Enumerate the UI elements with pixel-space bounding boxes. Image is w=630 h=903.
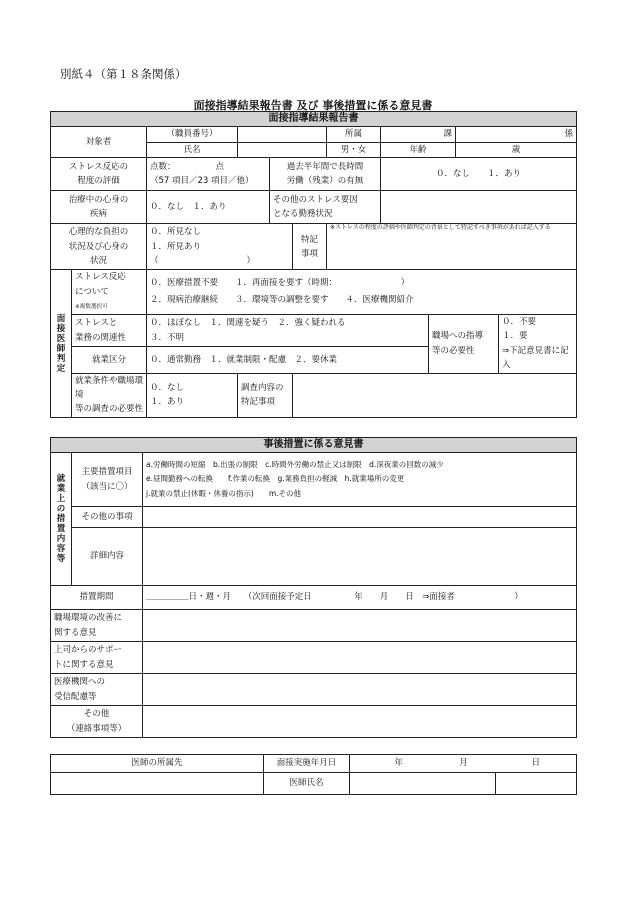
opinion-band: 事後措置に係る意見書	[51, 438, 577, 453]
doctor-name-label: 医師氏名	[264, 773, 350, 795]
other-items-field[interactable]	[143, 507, 577, 528]
report-band: 面接指導結果報告書	[51, 112, 577, 127]
survey-special-label: 調査内容の 特記事項	[238, 373, 293, 417]
stress-evaluation-label: ストレス反応の 程度の評価	[51, 158, 147, 191]
target-person-label: 対象者	[51, 127, 147, 158]
employment-category-label: 就業区分	[72, 347, 147, 373]
age-field[interactable]	[456, 143, 577, 158]
subsection-label: 係	[564, 129, 574, 140]
survey-need-options[interactable]: ０．なし １．あり	[147, 373, 238, 417]
employment-category-options[interactable]: ０．通常勤務 １．就業制限・配慮 ２．要休業	[147, 347, 429, 373]
age-label: 年齢	[381, 143, 456, 158]
section-field[interactable]	[381, 127, 456, 143]
environment-opinion-field[interactable]	[143, 610, 577, 642]
main-measures-options[interactable]: a.労働時間の短縮 b.出張の制限 c.時間外労働の禁止又は制限 d.深夜業の回数の減少 e.昼間勤務への転換 f.作業の転換 g.業務負担の軽減 h.就業場所の変更 j.就業の禁止(休暇・休養の指示) m.その他	[143, 453, 577, 507]
main-measures-label: 主要措置項目 （該当に〇）	[72, 453, 143, 507]
score-field[interactable]: 点数： 点 （57 項目／23 項目／他）	[147, 158, 270, 191]
survey-special-field[interactable]	[293, 373, 577, 417]
medical-consideration-field[interactable]	[143, 674, 577, 706]
work-relation-options[interactable]: ０．ほぼなし １．関連を疑う ２．強く疑われる ３．不明	[147, 314, 429, 347]
interview-month[interactable]: 月	[420, 755, 496, 773]
document-title: 面接指導結果報告書 及び 事後措置に係る意見書	[193, 99, 433, 112]
sex-options[interactable]: 男・女	[327, 143, 381, 158]
misc-field[interactable]	[143, 706, 577, 738]
medical-consideration-label: 医療機関への 受信配慮等	[51, 674, 143, 706]
overtime-label: 過去半年間で長時間 労働（残業）の有無	[270, 158, 381, 191]
doctor-name-field[interactable]	[350, 773, 496, 795]
doctor-judgment-vertical-label: 面 接 医 師 判 定	[51, 270, 72, 417]
other-items-label: その他の事項	[72, 507, 143, 528]
work-relation-label: ストレスと 業務の関連性	[72, 314, 147, 347]
overtime-options[interactable]: ０．なし １．あり	[381, 158, 577, 191]
affiliation-label: 所属	[327, 127, 381, 143]
other-stress-label: その他のストレス要因 となる勤務状況	[270, 191, 381, 224]
staff-number-label: （職員番号）	[147, 127, 238, 143]
workplace-guidance-label: 職場への指導 等の必要性	[429, 314, 499, 373]
doctor-seal-field[interactable]	[496, 773, 577, 795]
interview-date-label: 面接実施年月日	[264, 755, 350, 773]
burden-status-label: 心理的な負担の 状況及び心身の 状況	[51, 224, 147, 270]
age-unit: 歳	[511, 145, 521, 155]
work-measures-vertical-label: 就 業 上 の 措 置 内 容 等	[51, 453, 72, 586]
period-field[interactable]: ＿＿＿＿＿日・週・月 （次回面接予定日 年 月 日 ⇒面接者 ）	[143, 586, 577, 610]
doctor-table	[50, 754, 577, 795]
other-stress-field[interactable]	[381, 191, 577, 224]
name-field[interactable]	[238, 143, 327, 158]
treating-illness-options[interactable]: ０．なし １．あり	[147, 191, 270, 224]
details-field[interactable]	[143, 528, 577, 586]
subsection-field[interactable]	[456, 127, 577, 143]
burden-status-options[interactable]: ０．所見なし １．所見あり （ ）	[147, 224, 293, 270]
stress-response-label: ストレス反応 について ※複数選択可	[72, 270, 147, 314]
interview-year[interactable]: 年	[350, 755, 420, 773]
document-reference: 別紙４（第１８条関係）	[60, 67, 187, 81]
period-label: 措置期間	[51, 586, 143, 610]
supervisor-support-field[interactable]	[143, 642, 577, 674]
stress-response-options[interactable]: ０．医療措置不要 １．再面接を要す（時期： ） ２．現病治療継続 ３．環境等の調整を要す ４．医療機関紹介	[147, 270, 577, 314]
treating-illness-label: 治療中の心身の 疾病	[51, 191, 147, 224]
interview-report-table	[50, 111, 577, 418]
interview-day[interactable]: 日	[496, 755, 577, 773]
misc-label: その他 （連絡事項等）	[51, 706, 143, 738]
doctor-affiliation-field[interactable]	[51, 773, 264, 795]
special-notes-hint: ※ストレスの程度の評価や医師判定の背景として特記すべき事項があれば記入する	[330, 224, 551, 232]
details-label: 詳細内容	[72, 528, 143, 586]
special-notes-field[interactable]	[327, 224, 577, 270]
section-label: 課	[443, 129, 452, 140]
name-label: 氏名	[147, 143, 238, 158]
staff-number-field[interactable]	[238, 127, 327, 143]
workplace-guidance-options[interactable]: ０．不要 １．要 ⇒下記意見書に記入	[499, 314, 577, 373]
doctor-affiliation-label: 医師の所属先	[51, 755, 264, 773]
opinion-table	[50, 437, 577, 738]
supervisor-support-label: 上司からのサポー トに関する意見	[51, 642, 143, 674]
survey-need-label: 就業条件や職場環境 等の調査の必要性	[72, 373, 147, 417]
environment-opinion-label: 職場環境の改善に 関する意見	[51, 610, 143, 642]
special-notes-label: 特記 事項	[293, 224, 327, 270]
